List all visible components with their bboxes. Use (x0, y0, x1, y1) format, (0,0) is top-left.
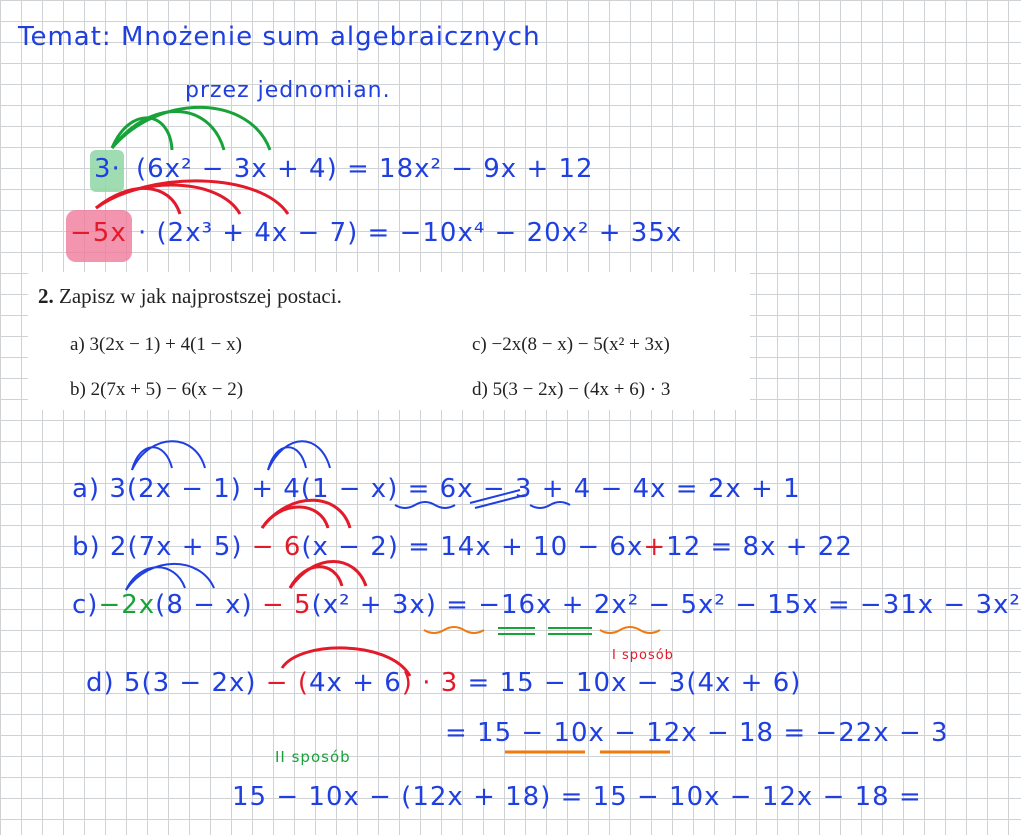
arrow-icon (290, 562, 366, 589)
arrow-icon (282, 648, 410, 676)
underline-mark (395, 490, 570, 508)
solution-c-paren-1: (8 − x) (155, 590, 253, 620)
example-2-factor: −5x (70, 218, 127, 248)
method-1-label: I sposób (612, 648, 674, 663)
underline-mark (498, 628, 592, 634)
solution-d-line-3: 15 − 10x − (12x + 18) = 15 − 10x − 12x − 18 = (232, 782, 922, 812)
task-instruction: Zapisz w jak najprostszej postaci. (59, 284, 342, 308)
topic-line-1: Temat: Mnożenie sum algebraicznych (18, 22, 541, 52)
solution-c-factor-1: −2x (98, 590, 156, 620)
arrow-icon (132, 441, 205, 470)
solution-c-label: c) (72, 590, 99, 620)
example-2-expression: · (2x³ + 4x − 7) = −10x⁴ − 20x² + 35x (138, 218, 683, 248)
solution-b-factor: − 6 (242, 532, 302, 562)
solution-c-paren-2: (x² + 3x) = −16x + 2x² − 5x² − 15x = −31x − 3x² (311, 590, 1021, 620)
task-item-c: c) −2x(8 − x) − 5(x² + 3x) (472, 334, 670, 355)
solution-a: a) 3(2x − 1) + 4(1 − x) = 6x − 3 + 4 − 4x = 2x + 1 (72, 474, 801, 504)
task-number: 2. (38, 284, 54, 308)
solution-d-close: ) · 3 (401, 668, 459, 698)
solution-b-end: 12 = 8x + 22 (666, 532, 853, 562)
solution-b-right: (x − 2) = 14x + 10 − 6x (301, 532, 644, 562)
solution-b-left: b) 2(7x + 5) (72, 532, 243, 562)
solution-d-line-2: = 15 − 10x − 12x − 18 = −22x − 3 (445, 718, 949, 748)
solution-c-factor-2: − 5 (252, 590, 312, 620)
method-2-label: II sposób (275, 748, 351, 766)
solution-d-right: = 15 − 10x − 3(4x + 6) (458, 668, 802, 698)
task-item-d: d) 5(3 − 2x) − (4x + 6) · 3 (472, 379, 671, 400)
solution-d-mid: 4x + 6 (309, 668, 402, 698)
arrow-icon (96, 185, 240, 214)
solution-d-minus: − ( (256, 668, 309, 698)
example-1-factor: 3· (94, 154, 121, 184)
arrow-icon (268, 441, 330, 470)
topic-line-2: przez jednomian. (185, 78, 391, 103)
task-item-a: a) 3(2x − 1) + 4(1 − x) (70, 334, 242, 355)
task-item-b: b) 2(7x + 5) − 6(x − 2) (70, 379, 244, 400)
arrow-icon (262, 500, 350, 528)
solution-d-left: d) 5(3 − 2x) (86, 668, 257, 698)
underline-mark (600, 627, 660, 633)
solution-b-plus: + (643, 532, 667, 562)
example-1-expression: (6x² − 3x + 4) = 18x² − 9x + 12 (136, 154, 594, 184)
arrow-icon (126, 564, 214, 590)
underline-mark (424, 627, 484, 633)
